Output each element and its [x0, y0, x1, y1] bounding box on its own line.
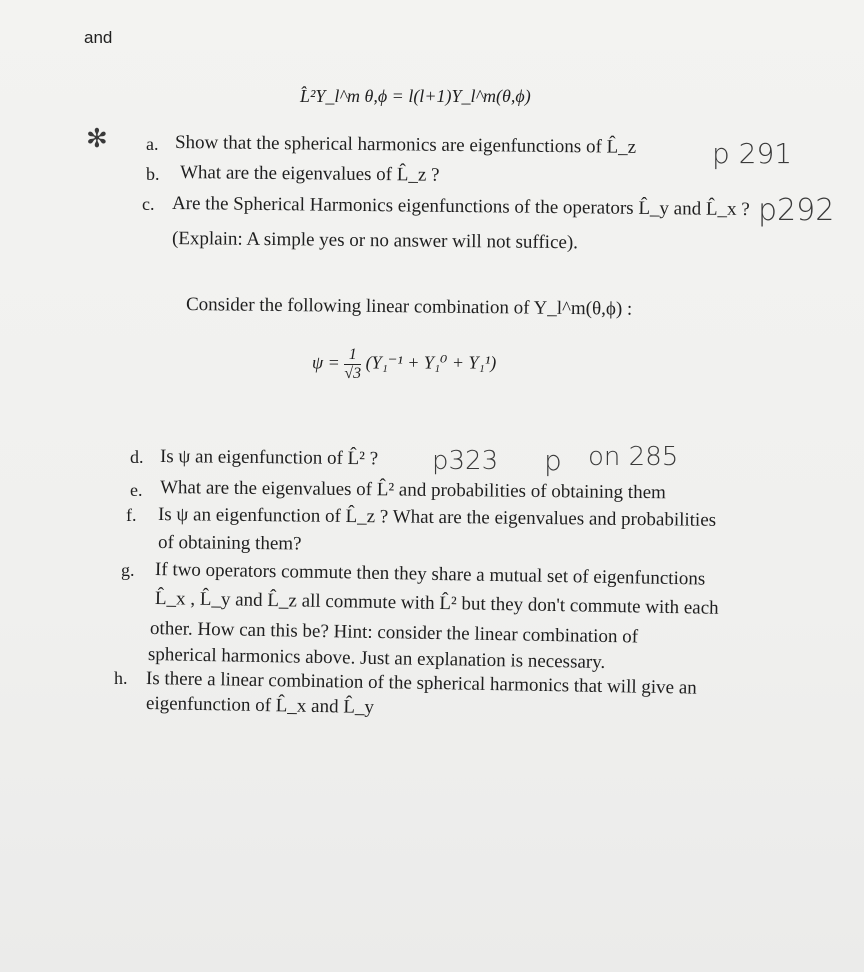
psi-fraction-num: 1 [344, 346, 361, 365]
consider-line: Consider the following linear combination of Y_l^m(θ,ϕ) : [185, 294, 633, 320]
item-h-line2: eigenfunction of L̂_x and L̂_y [145, 693, 375, 718]
psi-equation [312, 346, 496, 383]
star-mark: ✻ [86, 124, 108, 154]
item-b-label: b. [146, 164, 160, 184]
psi-fraction [344, 346, 361, 383]
handwritten-p323: p323 [432, 446, 499, 476]
item-g-line3: other. How can this be? Hint: consider the linear combination of [149, 618, 639, 648]
item-d-label: d. [130, 447, 144, 467]
item-f-label: f. [126, 505, 137, 525]
handwritten-p-mark: p [544, 444, 562, 477]
item-a-text: Show that the spherical harmonics are eigenfunctions of L̂_z [174, 132, 637, 158]
psi-rhs: (Y₁⁻¹ + Y₁⁰ + Y₁¹) [365, 352, 497, 373]
psi-fraction-den: √3 [344, 365, 362, 382]
item-e-label: e. [130, 480, 143, 500]
item-c-label: c. [142, 194, 155, 214]
item-b-text: What are the eigenvalues of L̂_z ? [179, 162, 440, 186]
item-a-label: a. [146, 134, 159, 154]
intro-word: and [84, 28, 113, 47]
equation-top: L̂²Y_l^m θ,ϕ = l(l+1)Y_l^m(θ,ϕ) [300, 86, 531, 106]
item-f-line1: Is ψ an eigenfunction of L̂_z ? What are the eigenvalues and probabilities [157, 504, 717, 531]
item-g-line1: If two operators commute then they share a mutual set of eigenfunctions [154, 559, 706, 590]
item-g-line2: L̂_x , L̂_y and L̂_z all commute with L̂² but they don't commute with each [154, 588, 719, 619]
psi-lhs: ψ = [312, 352, 340, 373]
item-g-label: g. [121, 560, 135, 580]
handwritten-p292: p292 [758, 193, 835, 228]
item-h-label: h. [114, 668, 128, 688]
item-c-line2: (Explain: A simple yes or no answer will not suffice). [171, 228, 579, 254]
item-g-line4: spherical harmonics above. Just an explanation is necessary. [147, 644, 606, 673]
item-f-line2: of obtaining them? [157, 532, 302, 555]
item-d-text: Is ψ an eigenfunction of L̂² ? [159, 446, 379, 470]
handwritten-on285: on 285 [588, 442, 679, 472]
item-e-text: What are the eigenvalues of L̂² and probabilities of obtaining them [159, 477, 666, 504]
handwritten-p291: p 291 [712, 137, 793, 170]
item-h-line1: Is there a linear combination of the spherical harmonics that will give an [145, 668, 697, 699]
item-c-line1: Are the Spherical Harmonics eigenfunctions of the operators L̂_y and L̂_x ? [171, 193, 750, 221]
